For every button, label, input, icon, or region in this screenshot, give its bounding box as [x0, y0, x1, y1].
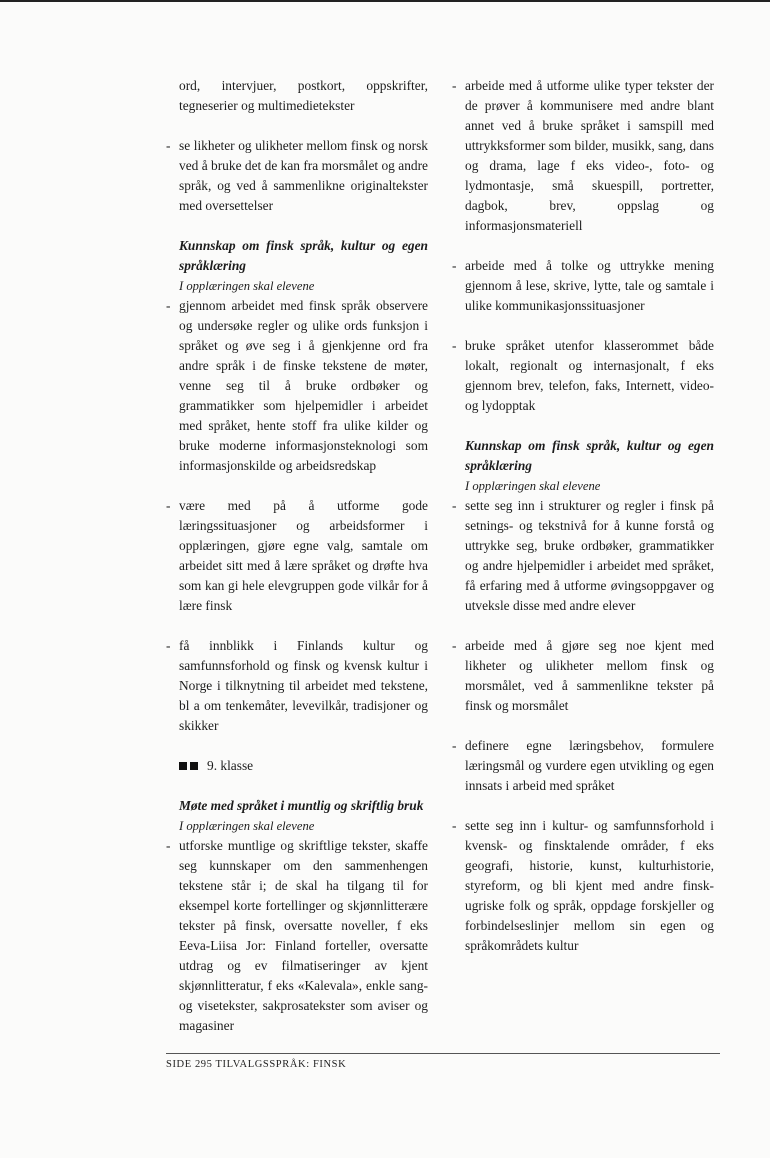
list-item: - utforske muntlige og skriftlige tekster, skaffe seg kunnskaper om den sammenhengen tekstene står i; de skal ha tilgang til for eksempel korte fortellinger og skjønnlitterære tekster på finsk, oversatte noveller, f eks Eeva-Liisa Jor: Finland forteller, oversatte utdrag og ev filmatiseringer av kjent skjønnlitteratur, f eks «Kalevala», enkle sang- og visetekster, sakprosatekster som aviser og magasiner	[166, 836, 428, 1036]
list-item: - sette seg inn i strukturer og regler i finsk på setnings- og tekstnivå for å kunne forstå og uttrykke seg, bruke ordbøker, grammatikker og andre hjelpemidler i arbeidet med språket, få erfaring med å utforme øvingsoppgaver og utveksle disse med andre elever	[452, 496, 714, 616]
square-bullet-icon	[190, 762, 198, 770]
list-item: - gjennom arbeidet med finsk språk observere og undersøke regler og ulike ords funksjon i språket og øve seg i å gjenkjenne ord fra andre språk i de finske tekstene de møter, venne seg til å bruke ordbøker og grammatikker som hjelpemidler i arbeidet med språket, hente stoff fra ulike kilder og bruke moderne informasjonsteknologi som informasjonskilde og arbeidsredskap	[166, 296, 428, 476]
square-bullet-icon	[179, 762, 187, 770]
grade-label: 9. klasse	[207, 758, 254, 773]
section-subheading: I opplæringen skal elevene	[465, 479, 601, 493]
grade-marker	[166, 756, 428, 776]
section-heading: Møte med språket i muntlig og skriftlig bruk	[179, 798, 424, 813]
page-footer: SIDE 295 TILVALGSSPRÅK: FINSK	[166, 1059, 347, 1070]
section-heading: Kunnskap om finsk språk, kultur og egen språklæring	[179, 238, 428, 273]
left-column	[166, 76, 428, 1056]
section-heading: Kunnskap om finsk språk, kultur og egen språklæring	[465, 438, 714, 473]
list-item: - få innblikk i Finlands kultur og samfunnsforhold og finsk og kvensk kultur i Norge i tilknytning til arbeidet med tekstene, bl a om tenkemåter, levevilkår, tradisjoner og skikker	[166, 636, 428, 736]
list-item: - arbeide med å tolke og uttrykke mening gjennom å lese, skrive, lytte, tale og samtale i ulike kommunikasjonssituasjoner	[452, 256, 714, 316]
top-rule	[0, 0, 770, 2]
right-column	[452, 76, 714, 976]
list-item: - sette seg inn i kultur- og samfunnsforhold i kvensk- og finsktalende områder, f eks geografi, historie, kunst, kulturhistorie, styreform, og bli kjent med andre finsk-ugriske folk og språk, oppdage forskjeller og forbindelseslinjer mellom sin egen og språkområdets kultur	[452, 816, 714, 956]
list-item: - arbeide med å utforme ulike typer tekster der de prøver å kommunisere med andre blant annet ved å bruke språket i samspill med uttrykksformer som bilder, musikk, sang, dans og drama, lage f eks video-, foto- og lydmontasje, små skuespill, portretter, dagbok, brev, oppslag og informasjonsmateriell	[452, 76, 714, 236]
list-item: - være med på å utforme gode læringssituasjoner og arbeidsformer i opplæringen, gjøre egne valg, samtale om arbeidet sitt med å lære språket og drøfte hva som kan gi hele elevgruppen gode vilkår for å lære finsk	[166, 496, 428, 616]
list-item: - definere egne læringsbehov, formulere læringsmål og vurdere egen utvikling og egen innsats i arbeid med språket	[452, 736, 714, 796]
section-subheading: I opplæringen skal elevene	[179, 279, 315, 293]
intro-text: ord, intervjuer, postkort, oppskrifter, tegneserier og multimedietekster	[179, 78, 428, 113]
list-item: - arbeide med å gjøre seg noe kjent med likheter og ulikheter mellom finsk og morsmålet, ved å sammenlikne tekster på finsk og morsmålet	[452, 636, 714, 716]
list-item: - bruke språket utenfor klasserommet både lokalt, regionalt og internasjonalt, f eks gjennom brev, telefon, faks, Internett, video- og lydopptak	[452, 336, 714, 416]
list-item: - se likheter og ulikheter mellom finsk og norsk ved å bruke det de kan fra morsmålet og andre språk, og ved å sammenlikne originaltekster med oversettelser	[166, 136, 428, 216]
section-subheading: I opplæringen skal elevene	[179, 819, 315, 833]
footer-rule	[166, 1053, 720, 1054]
